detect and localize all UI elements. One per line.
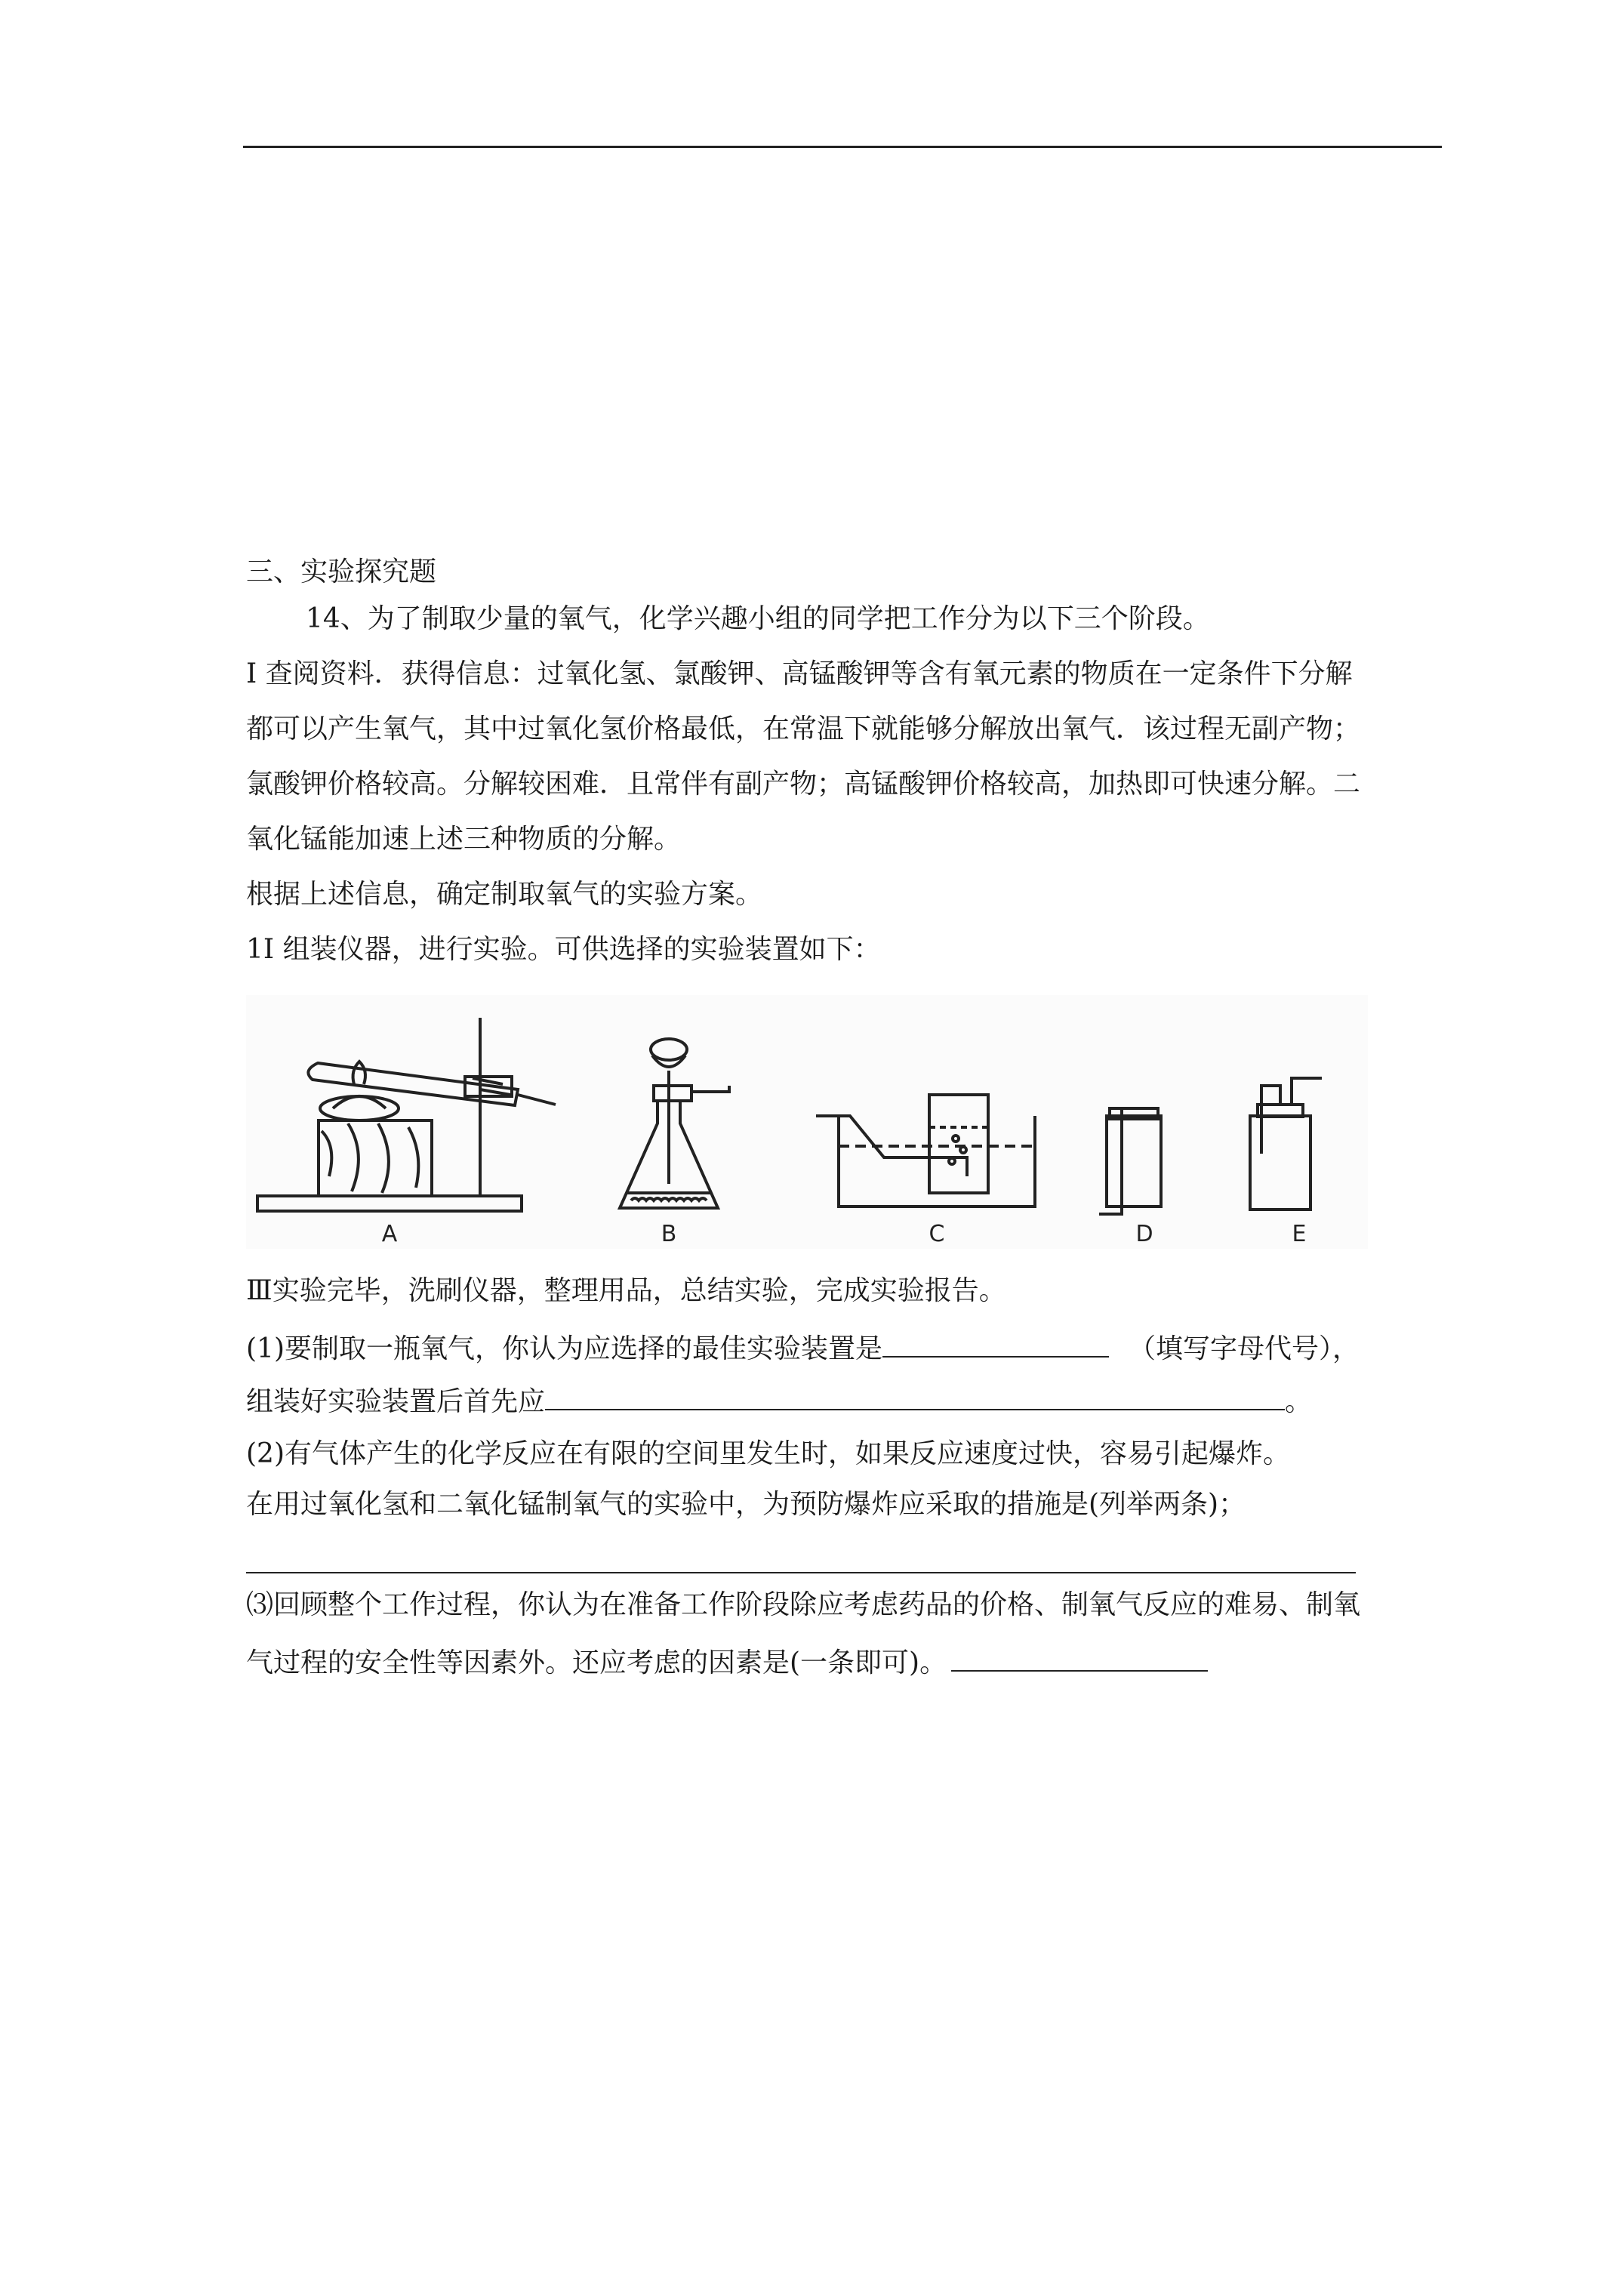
q1-text-c: 组装好实验装置后首先应 xyxy=(246,1386,546,1417)
q1-answer-blank-apparatus[interactable] xyxy=(882,1329,1109,1358)
q3-answer-blank[interactable] xyxy=(951,1643,1208,1672)
q3-text: 气过程的安全性等因素外。还应考虑的因素是(一条即可)。 xyxy=(246,1647,947,1678)
stage1-line-1: I 查阅资料．获得信息：过氧化氢、氯酸钾、高锰酸钾等含有氧元素的物质在一定条件下分解 xyxy=(246,658,1353,689)
q1-text-d: 。 xyxy=(1285,1386,1313,1417)
stage1-conclusion: 根据上述信息，确定制取氧气的实验方案。 xyxy=(246,879,763,910)
q1-line-2 xyxy=(246,1382,1312,1419)
stage1-line-2: 都可以产生氧气，其中过氧化氢价格最低，在常温下就能够分解放出氧气．该过程无副产物； xyxy=(246,713,1361,744)
stage2-text: 1I 组装仪器，进行实验。可供选择的实验装置如下： xyxy=(246,934,881,965)
q1-line-1 xyxy=(246,1329,1360,1367)
question-intro: 14、为了制取少量的氧气，化学兴趣小组的同学把工作分为以下三个阶段。 xyxy=(306,603,1210,634)
q1-text-a: (1)要制取一瓶氧气，你认为应选择的最佳实验装置是 xyxy=(246,1333,882,1364)
apparatus-drawing xyxy=(246,995,1368,1249)
q3-line-2 xyxy=(246,1643,1208,1681)
label-c: C xyxy=(929,1221,945,1247)
apparatus-d xyxy=(1099,1108,1161,1214)
stage3-text: Ⅲ实验完毕，洗刷仪器，整理用品，总结实验，完成实验报告。 xyxy=(246,1275,1006,1306)
label-b: B xyxy=(661,1221,677,1247)
header-rule xyxy=(243,146,1442,148)
stage1-line-4: 氧化锰能加速上述三种物质的分解。 xyxy=(246,824,682,855)
apparatus-e xyxy=(1250,1078,1322,1210)
apparatus-b xyxy=(620,1039,729,1208)
apparatus-c xyxy=(816,1095,1035,1207)
q3-line-1: ⑶回顾整个工作过程，你认为在准备工作阶段除应考虑药品的价格、制氧气反应的难易、制氧 xyxy=(246,1589,1361,1620)
q2-line-2: 在用过氧化氢和二氧化锰制氧气的实验中，为预防爆炸应采取的措施是(列举两条)； xyxy=(246,1489,1246,1520)
q2-answer-blank[interactable] xyxy=(246,1572,1356,1573)
q2-line-1: (2)有气体产生的化学反应在有限的空间里发生时，如果反应速度过快，容易引起爆炸。 xyxy=(246,1438,1290,1469)
q1-text-b: （填写字母代号）， xyxy=(1129,1333,1360,1364)
q1-answer-blank-first-step[interactable] xyxy=(545,1382,1285,1410)
apparatus-figure xyxy=(246,995,1368,1249)
label-e: E xyxy=(1292,1221,1307,1247)
label-d: D xyxy=(1135,1221,1153,1247)
section-title: 三、实验探究题 xyxy=(246,556,437,587)
stage1-line-3: 氯酸钾价格较高。分解较困难．且常伴有副产物；高锰酸钾价格较高，加热即可快速分解。二 xyxy=(246,769,1361,800)
label-a: A xyxy=(381,1221,398,1247)
apparatus-a xyxy=(257,1018,556,1211)
